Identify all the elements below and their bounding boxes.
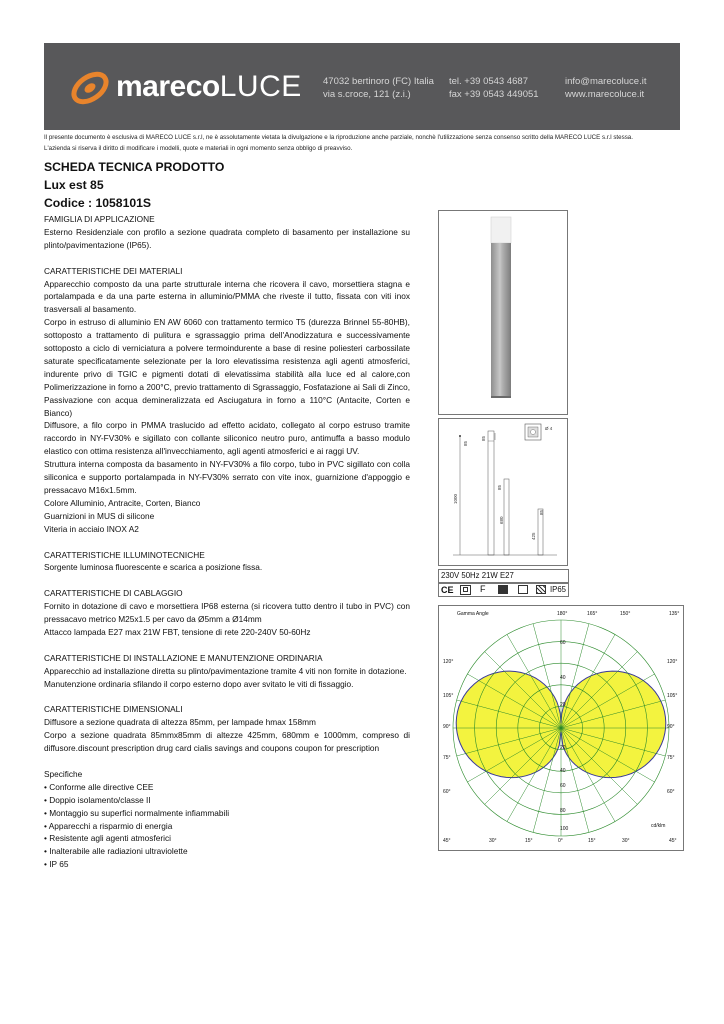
polar-grid bbox=[453, 620, 669, 836]
dim-label: Ø 4 bbox=[545, 426, 553, 431]
right-angle-label: 120° bbox=[667, 659, 678, 665]
header-band bbox=[44, 43, 680, 130]
fax-line: fax +39 0543 449051 bbox=[449, 89, 539, 100]
left-angle-label: 60° bbox=[443, 789, 451, 795]
brand-light: LUCE bbox=[219, 70, 302, 103]
weather-resistant-icon bbox=[518, 585, 528, 594]
section-heading: CARATTERISTICHE DIMENSIONALI bbox=[44, 704, 183, 715]
uv-resistant-icon bbox=[536, 585, 546, 594]
energy-saving-icon bbox=[498, 585, 508, 594]
section-text: Diffusore a sezione quadrata di altezza 85mm, per lampade hmax 158mm bbox=[44, 717, 316, 728]
bottom-angle-label: 30° bbox=[489, 838, 497, 844]
bottom-angle-label: 0° bbox=[558, 838, 563, 844]
spec-item: • Conforme alle directive CEE bbox=[44, 781, 154, 792]
section-text: Attacco lampada E27 max 21W FBT, tensione di rete 220-240V 50-60Hz bbox=[44, 626, 311, 637]
brand-bold: mareco bbox=[116, 70, 220, 103]
right-angle-label: 105° bbox=[667, 693, 678, 699]
section-text: Manutenzione ordinaria sfilando il corpo esterno dopo aver svitato le viti di fissaggio. bbox=[44, 678, 354, 689]
left-angle-label: 105° bbox=[443, 693, 454, 699]
dim-label: 680 bbox=[499, 516, 504, 524]
address-block bbox=[323, 75, 434, 101]
address-line: 47032 bertinoro (FC) Italia bbox=[323, 76, 434, 87]
section-text: Sorgente luminosa fluorescente e scarica a posizione fissa. bbox=[44, 562, 263, 573]
certification-row bbox=[438, 583, 569, 597]
section-text: Guarnizioni in MUS di silicone bbox=[44, 510, 155, 521]
product-code: Codice : 1058101S bbox=[44, 196, 152, 210]
section-heading: Specifiche bbox=[44, 768, 83, 779]
class-ii-icon bbox=[460, 585, 471, 595]
section-text: Apparecchio ad installazione diretta su plinto/pavimentazione tramite 4 viti non fornite in dotazione. bbox=[44, 665, 407, 676]
spec-item: • Apparecchi a risparmio di energia bbox=[44, 820, 173, 831]
dim-label: 85 bbox=[539, 509, 544, 515]
right-angle-label: 75° bbox=[667, 755, 675, 761]
section-text: Struttura interna composta da basamento in NY-FV30% a filo corpo, tubo in PVC sigillato con colla siliconica e supporto portalampada in NY-FV30% serrato con vite inox, guarnizione d'appoggio e pressacavo M16x1.5mm. bbox=[44, 459, 410, 496]
brand-name bbox=[116, 70, 302, 104]
right-angle-label: 60° bbox=[667, 789, 675, 795]
section-text: Apparecchio composto da una parte strutturale interna che ricovera il cavo, morsettiera stagna e portalampada e da una parte esterna in alluminio/PMMA che riveste il tutto, fissata con viti inox trasversali al basamento. bbox=[44, 278, 410, 315]
bollard-image bbox=[439, 211, 567, 414]
section-heading: CARATTERISTICHE DEI MATERIALI bbox=[44, 265, 183, 276]
spec-item: • Montaggio su superfici normalmente infiammabili bbox=[44, 807, 230, 818]
section-text: Fornito in dotazione di cavo e morsettiera IP68 esterna (si ricovera tutto dentro il tubo in PVC) con pressacavo metrico M25x1.5 per cavo da Ø5mm a Ø14mm bbox=[44, 601, 410, 625]
left-angle-label: 90° bbox=[443, 724, 451, 730]
polar-title: Gamma Angle bbox=[457, 611, 489, 617]
dimension-drawing bbox=[438, 418, 568, 566]
bottom-angle-label: 15° bbox=[588, 838, 596, 844]
disclaimer bbox=[44, 132, 684, 154]
section-heading: CARATTERISTICHE ILLUMINOTECNICHE bbox=[44, 549, 205, 560]
section-text: Diffusore, a filo corpo in PMMA traslucido ad effetto acidato, collegato al corpo estruso tramite raccordo in NY-FV30% e sigillato con collante siliconico neutro puro, antimuffa a basso modulo elastico con ottima resistenza all'invecchiamento, agli agenti atmosferici e ai raggi UV. bbox=[44, 420, 410, 457]
top-angle-label: 150° bbox=[620, 611, 631, 617]
section-text: Corpo in estruso di alluminio EN AW 6060 con trattamento termico T5 (durezza Brinnel 55-80HB), sottoposto a trattamento di pulitura e sgrassaggio prima dell'Anodizzatura e successivamente sottoposto a ciclo di verniciatura a polvere termoindurente a base di resine poliesteri carbossilate saturate specificatamente selezionate per la loro elevatissima resistenza agli agenti atmosferici, indurente privo di TGIC e pigmenti dotati di elevatissima stabilità alla luce ed al calore,con Polimerizzazione in forno a 200°C, previo trattamento di Sgrassaggio, Fosfatazione ai Sali di Zinco, Passivazione con acqua demineralizzata ed Asciugatura in forno a 110°C (Antacite, Corten e Bianco) bbox=[44, 317, 410, 418]
product-name: Lux est 85 bbox=[44, 178, 104, 192]
radial-value-label: 80 bbox=[560, 808, 566, 814]
spec-item: • Doppio isolamento/classe II bbox=[44, 794, 151, 805]
right-angle-label: 90° bbox=[667, 724, 675, 730]
top-angle-label: 135° bbox=[669, 611, 680, 617]
radial-value-label: 60 bbox=[560, 640, 566, 646]
radial-value-label: 20 bbox=[560, 702, 566, 708]
radial-value-label: 20 bbox=[560, 745, 566, 751]
section-heading: CARATTERISTICHE DI CABLAGGIO bbox=[44, 588, 183, 599]
dim-label: 85 bbox=[463, 440, 468, 446]
dim-label: 85 bbox=[481, 435, 486, 441]
section-heading: FAMIGLIA DI APPLICAZIONE bbox=[44, 214, 155, 224]
radial-value-label: 40 bbox=[560, 768, 566, 774]
radial-value-label: 60 bbox=[560, 783, 566, 789]
email-link[interactable]: info@marecoluce.it bbox=[565, 76, 647, 87]
radial-value-label: 40 bbox=[560, 675, 566, 681]
electrical-rating-row bbox=[438, 569, 569, 583]
disclaimer-line: L'azienda si riserva il diritto di modificare i modelli, quote e materiali in ogni momento senza obbligo di preavviso. bbox=[44, 145, 353, 152]
mareco-logo-icon bbox=[70, 68, 110, 108]
radial-value-label: 100 bbox=[560, 826, 569, 832]
bottom-angle-label: 30° bbox=[622, 838, 630, 844]
address-line: via s.croce, 121 (z.i.) bbox=[323, 89, 411, 100]
dim-label: 1000 bbox=[453, 493, 458, 504]
spec-item: • Resistente agli agenti atmosferici bbox=[44, 833, 171, 844]
spec-item: • Inalterabile alle radiazioni ultraviolette bbox=[44, 846, 188, 857]
disclaimer-line: Il presente documento è esclusiva di MARECO LUCE s.r.l, ne è assolutamente vietata la divulgazione e la riproduzione anche parziale, nonchè l'utilizzazione senza consenso scritto della MARECO LUCE s.r.l stessa. bbox=[44, 134, 633, 141]
left-angle-label: 75° bbox=[443, 755, 451, 761]
spec-item: • IP 65 bbox=[44, 859, 69, 870]
electrical-rating: 230V 50Hz 21W E27 bbox=[441, 571, 514, 580]
product-photo bbox=[438, 210, 568, 415]
left-angle-label: 120° bbox=[443, 659, 454, 665]
phone-line: tel. +39 0543 4687 bbox=[449, 76, 528, 87]
phone-block bbox=[449, 75, 539, 101]
dim-label: 425 bbox=[531, 532, 536, 540]
body-text bbox=[44, 213, 410, 871]
bottom-angle-label: 15° bbox=[525, 838, 533, 844]
dim-label: 85 bbox=[497, 484, 502, 490]
web-block bbox=[565, 75, 646, 101]
section-text: Corpo a sezione quadrata 85mmx85mm di altezze 425mm, 680mm e 1000mm, compreso di diffusore.discount prescription drug card cialis savings and coupons coupon for prescription bbox=[44, 730, 410, 754]
polar-chart bbox=[439, 606, 683, 850]
units-label: cd/klm bbox=[651, 823, 666, 829]
section-heading: CARATTERISTICHE DI INSTALLAZIONE E MANUTENZIONE ORDINARIA bbox=[44, 652, 323, 663]
top-angle-label: 165° bbox=[587, 611, 598, 617]
website-link[interactable]: www.marecoluce.it bbox=[565, 89, 645, 100]
polar-photometric-diagram bbox=[438, 605, 684, 851]
bottom-angle-label: 45° bbox=[443, 838, 451, 844]
ce-mark-icon: CE bbox=[441, 585, 454, 595]
section-text: Esterno Residenziale con profilo a sezione quadrata completo di basamento per installazione su plinto/pavimentazione (IP65). bbox=[44, 226, 410, 250]
ip-rating: IP65 bbox=[549, 585, 566, 594]
section-text: Viteria in acciaio INOX A2 bbox=[44, 523, 139, 534]
top-angle-label: 180° bbox=[557, 611, 568, 617]
doc-title: SCHEDA TECNICA PRODOTTO bbox=[44, 160, 225, 174]
flammable-surface-icon: F bbox=[480, 584, 486, 594]
technical-drawing bbox=[439, 419, 567, 565]
section-text: Colore Alluminio, Antracite, Corten, Bianco bbox=[44, 497, 201, 508]
bottom-angle-label: 45° bbox=[669, 838, 677, 844]
